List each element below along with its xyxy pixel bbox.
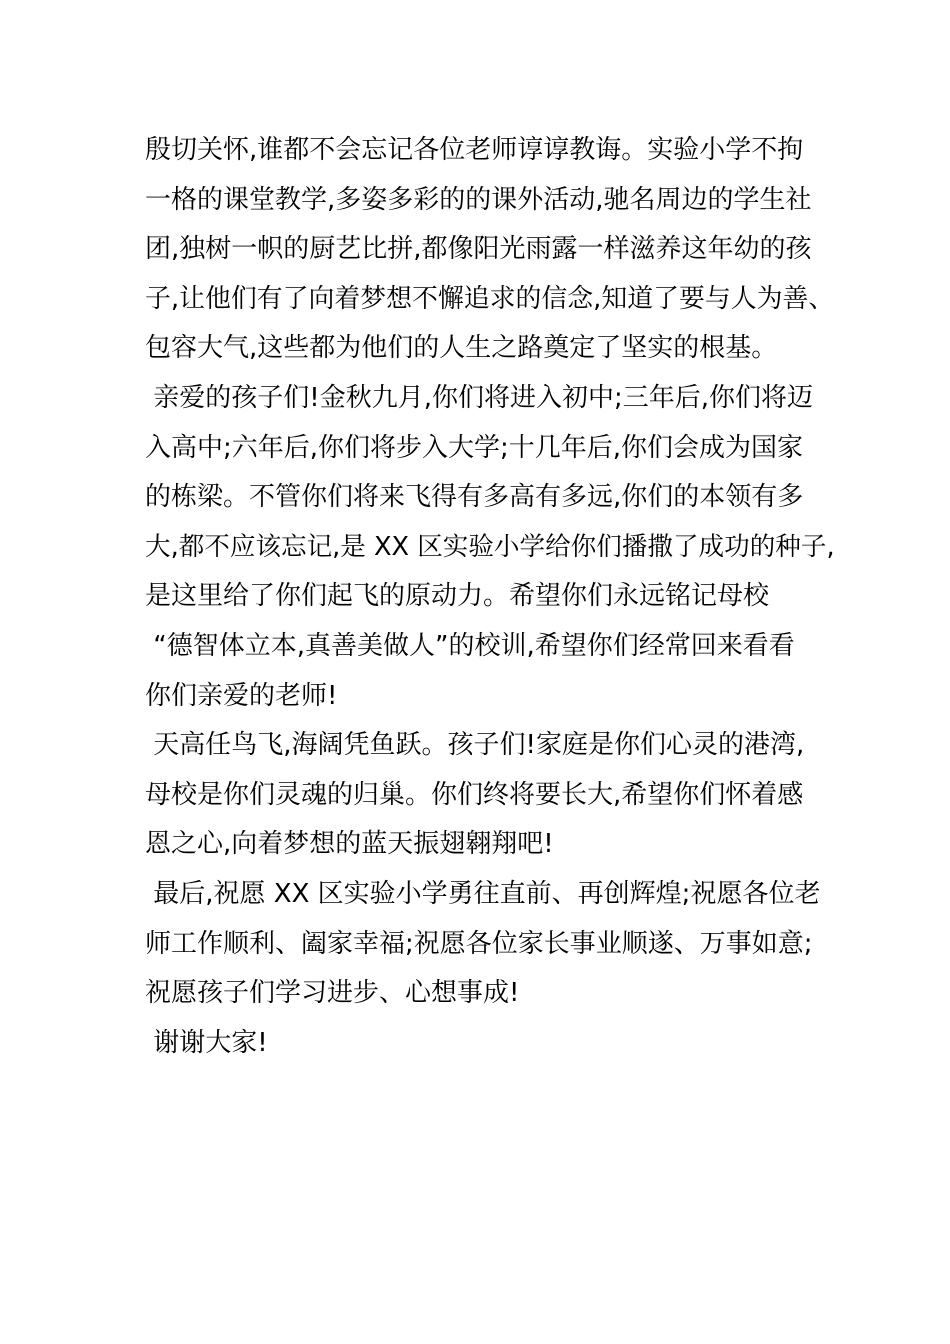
text-line: 大,都不应该忘记,是 XX 区实验小学给你们播撒了成功的种子,: [145, 531, 835, 562]
text-line: 母校是你们灵魂的归巢。你们终将要长大,希望你们怀着感: [145, 779, 804, 810]
text-line: 祝愿孩子们学习进步、心想事成!: [145, 978, 520, 1009]
text-line: 师工作顺利、阖家幸福;祝愿各位家长事业顺遂、万事如意;: [145, 928, 813, 959]
text-line: “德智体立本,真善美做人”的校训,希望你们经常回来看看: [145, 630, 795, 661]
text-line: 一格的课堂教学,多姿多彩的的课外活动,驰名周边的学生社: [145, 184, 812, 215]
text-line: 恩之心,向着梦想的蓝天振翅翱翔吧!: [145, 829, 554, 860]
text-line: 亲爱的孩子们!金秋九月,你们将进入初中;三年后,你们将迈: [145, 382, 813, 413]
text-line: 是这里给了你们起飞的原动力。希望你们永远铭记母校: [145, 581, 770, 612]
text-line: 入高中;六年后,你们将步入大学;十几年后,你们会成为国家: [145, 432, 804, 463]
text-line: 子,让他们有了向着梦想不懈追求的信念,知道了要与人为善、: [145, 283, 835, 314]
text-line: 你们亲爱的老师!: [145, 680, 338, 711]
text-line: 殷切关怀,谁都不会忘记各位老师谆谆教诲。实验小学不拘: [145, 135, 804, 165]
speech-text: [145, 126, 835, 1068]
text-line: 最后,祝愿 XX 区实验小学勇往直前、再创辉煌;祝愿各位老: [145, 878, 821, 909]
text-line: 谢谢大家!: [145, 1027, 268, 1058]
text-line: 包容大气,这些都为他们的人生之路奠定了坚实的根基。: [145, 333, 778, 364]
text-line: 天高任鸟飞,海阔凭鱼跃。孩子们!家庭是你们心灵的港湾,: [145, 730, 805, 761]
text-line: 团,独树一帜的厨艺比拼,都像阳光雨露一样滋养这年幼的孩: [145, 234, 812, 265]
text-line: 的栋梁。不管你们将来飞得有多高有多远,你们的本领有多: [145, 482, 804, 513]
